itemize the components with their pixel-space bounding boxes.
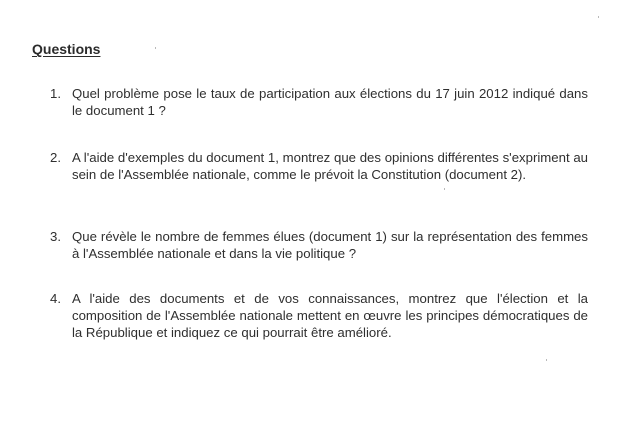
scan-speck [155, 47, 156, 49]
question-item [50, 290, 588, 341]
scan-speck [546, 359, 547, 361]
scan-speck [444, 188, 445, 190]
question-text: A l'aide d'exemples du document 1, montrez que des opinions différentes s'expriment au sein de l'Assemblée nationale, comme le prévoit la Constitution (document 2). [72, 150, 588, 182]
section-heading: Questions [32, 41, 101, 57]
question-number: 2. [50, 150, 61, 165]
scan-speck [598, 16, 599, 18]
question-number: 1. [50, 86, 61, 101]
question-item [50, 149, 588, 183]
question-number: 3. [50, 229, 61, 244]
question-item [50, 228, 588, 262]
question-text: Quel problème pose le taux de participation aux élections du 17 juin 2012 indiqué dans le document 1 ? [72, 86, 588, 118]
question-text: Que révèle le nombre de femmes élues (document 1) sur la représentation des femmes à l'Assemblée nationale et dans la vie politique ? [72, 229, 588, 261]
question-number: 4. [50, 291, 61, 306]
question-item [50, 85, 588, 119]
question-text: A l'aide des documents et de vos connaissances, montrez que l'élection et la composition de l'Assemblée nationale mettent en œuvre les principes démocratiques de la République et indiquez ce qui pourrait être amélioré. [72, 291, 588, 340]
